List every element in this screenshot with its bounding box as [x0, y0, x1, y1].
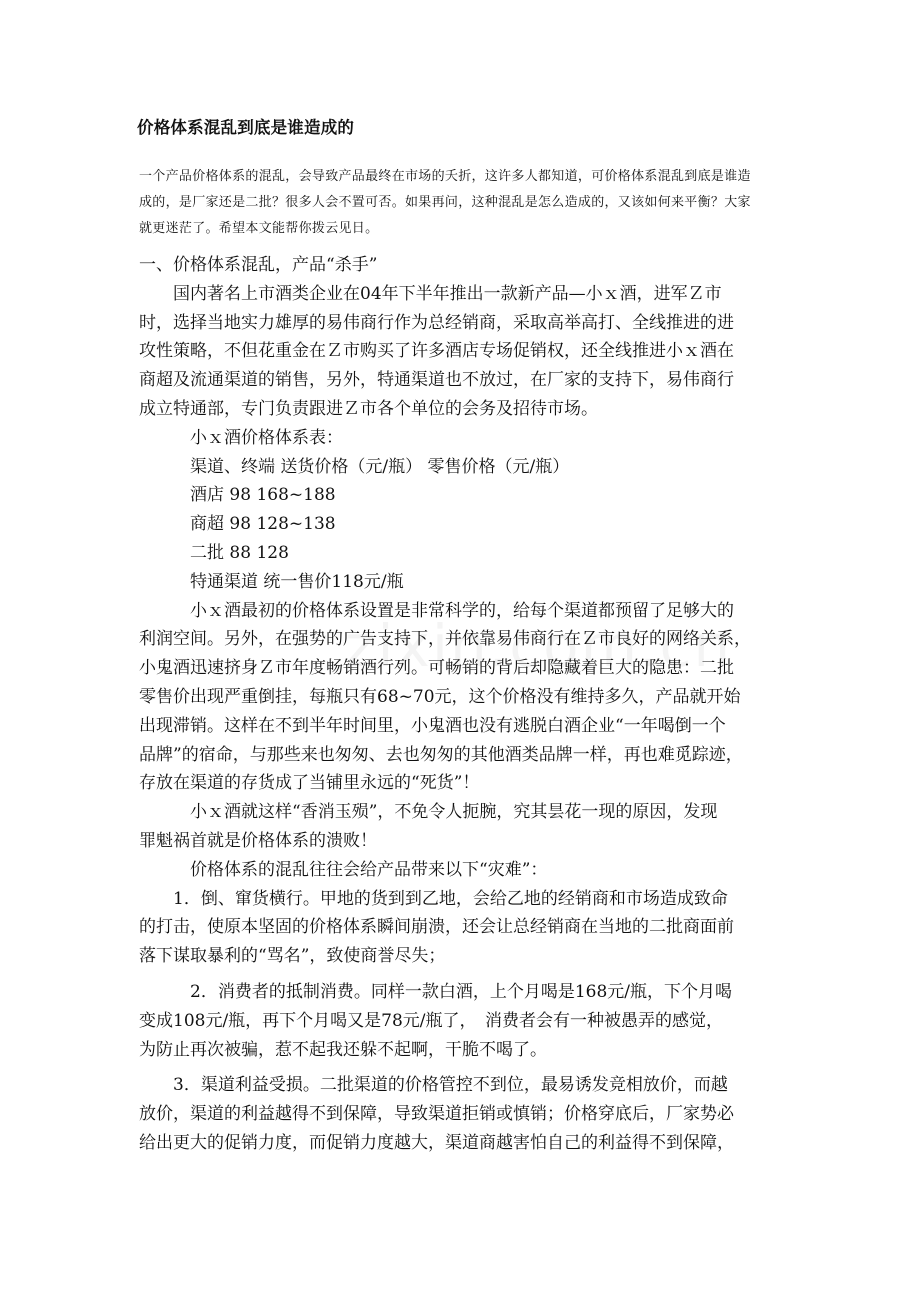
intro-line: 成的，是厂家还是二批？很多人会不置可否。如果再问，这种混乱是怎么造成的，又该如何来平衡？大家 — [139, 195, 751, 210]
price-table-row: 酒店 98 168~188 — [139, 485, 336, 506]
body-line: 放价，渠道的利益越得不到保障，导致渠道拒销或慎销；价格穿底后，厂家势必 — [139, 1104, 734, 1125]
body-line: 利润空间。另外，在强势的广告支持下，并依靠易伟商行在Ｚ市良好的网络关系， — [139, 629, 751, 650]
body-line: 存放在渠道的存货成了当铺里永远的“死货”！ — [139, 773, 480, 794]
body-line: 时，选择当地实力雄厚的易伟商行作为总经销商，采取高举高打、全线推进的进 — [139, 312, 734, 333]
body-line: 变成108元/瓶，再下个月喝又是78元/瓶了， 消费者会有一种被愚弄的感觉， — [139, 1010, 724, 1031]
body-line: 攻性策略，不但花重金在Ｚ市购买了许多酒店专场促销权，还全线推进小ｘ酒在 — [139, 341, 734, 362]
body-line: 小ｘ酒就这样“香消玉殒”，不免令人扼腕，究其昙花一现的原因，发现 — [139, 802, 718, 823]
body-line: 小ｘ酒最初的价格体系设置是非常科学的，给每个渠道都预留了足够大的 — [139, 600, 734, 621]
body-line: 商超及流通渠道的销售，另外，特通渠道也不放过，在厂家的支持下，易伟商行 — [139, 370, 734, 391]
price-table-row: 二批 88 128 — [139, 542, 289, 563]
body-line: 出现滞销。这样在不到半年时间里，小鬼酒也没有逃脱白酒企业“一年喝倒一个 — [139, 715, 726, 736]
intro-line: 就更迷茫了。希望本文能帮你拨云见日。 — [139, 221, 379, 236]
body-line: 的打击，使原本坚固的价格体系瞬间崩溃，还会让总经销商在当地的二批商面前 — [139, 917, 734, 938]
intro-paragraph — [139, 164, 789, 242]
body-line: 成立特通部，专门负责跟进Ｚ市各个单位的会务及招待市场。 — [139, 398, 598, 419]
body-text — [139, 251, 789, 1158]
body-line: 小鬼酒迅速挤身Ｚ市年度畅销酒行列。可畅销的背后却隐藏着巨大的隐患：二批 — [139, 658, 734, 679]
body-line: 零售价出现严重倒挂，每瓶只有68~70元，这个价格没有维持多久，产品就开始 — [139, 686, 741, 707]
body-line: 价格体系的混乱往往会给产品带来以下“灾难”： — [139, 859, 548, 880]
list-item-1: 1．倒、窜货横行。甲地的货到到乙地，会给乙地的经销商和市场造成致命 — [139, 888, 728, 909]
price-table-caption: 小ｘ酒价格体系表： — [139, 427, 343, 448]
body-line: 落下谋取暴利的“骂名”，致使商誉尽失； — [139, 946, 446, 967]
document-title: 价格体系混乱到底是谁造成的 — [137, 118, 355, 137]
section-heading: 一、价格体系混乱，产品“杀手” — [139, 255, 378, 275]
list-item-3: 3．渠道利益受损。二批渠道的价格管控不到位，最易诱发竞相放价，而越 — [139, 1075, 728, 1096]
intro-line: 一个产品价格体系的混乱，会导致产品最终在市场的夭折，这许多人都知道，可价格体系混乱到底是谁造 — [139, 169, 751, 184]
price-table-row: 特通渠道 统一售价118元/瓶 — [139, 571, 404, 592]
price-table-header: 渠道、终端 送货价格（元/瓶） 零售价格（元/瓶） — [139, 456, 570, 477]
price-table-row: 商超 98 128~138 — [139, 514, 336, 535]
body-line: 给出更大的促销力度，而促销力度越大，渠道商越害怕自己的利益得不到保障， — [139, 1132, 734, 1153]
body-line: 罪魁祸首就是价格体系的溃败！ — [139, 830, 377, 851]
body-line: 国内著名上市酒类企业在04年下半年推出一款新产品—小ｘ酒，进军Ｚ市 — [139, 283, 722, 304]
body-line: 为防止再次被骗，惹不起我还躲不起啊，干脆不喝了。 — [139, 1039, 547, 1060]
body-line: 品牌”的宿命，与那些来也匆匆、去也匆匆的其他酒类品牌一样，再也难觅踪迹， — [139, 744, 743, 765]
list-item-2: 2．消费者的抵制消费。同样一款白酒，上个月喝是168元/瓶，下个月喝 — [139, 981, 732, 1002]
